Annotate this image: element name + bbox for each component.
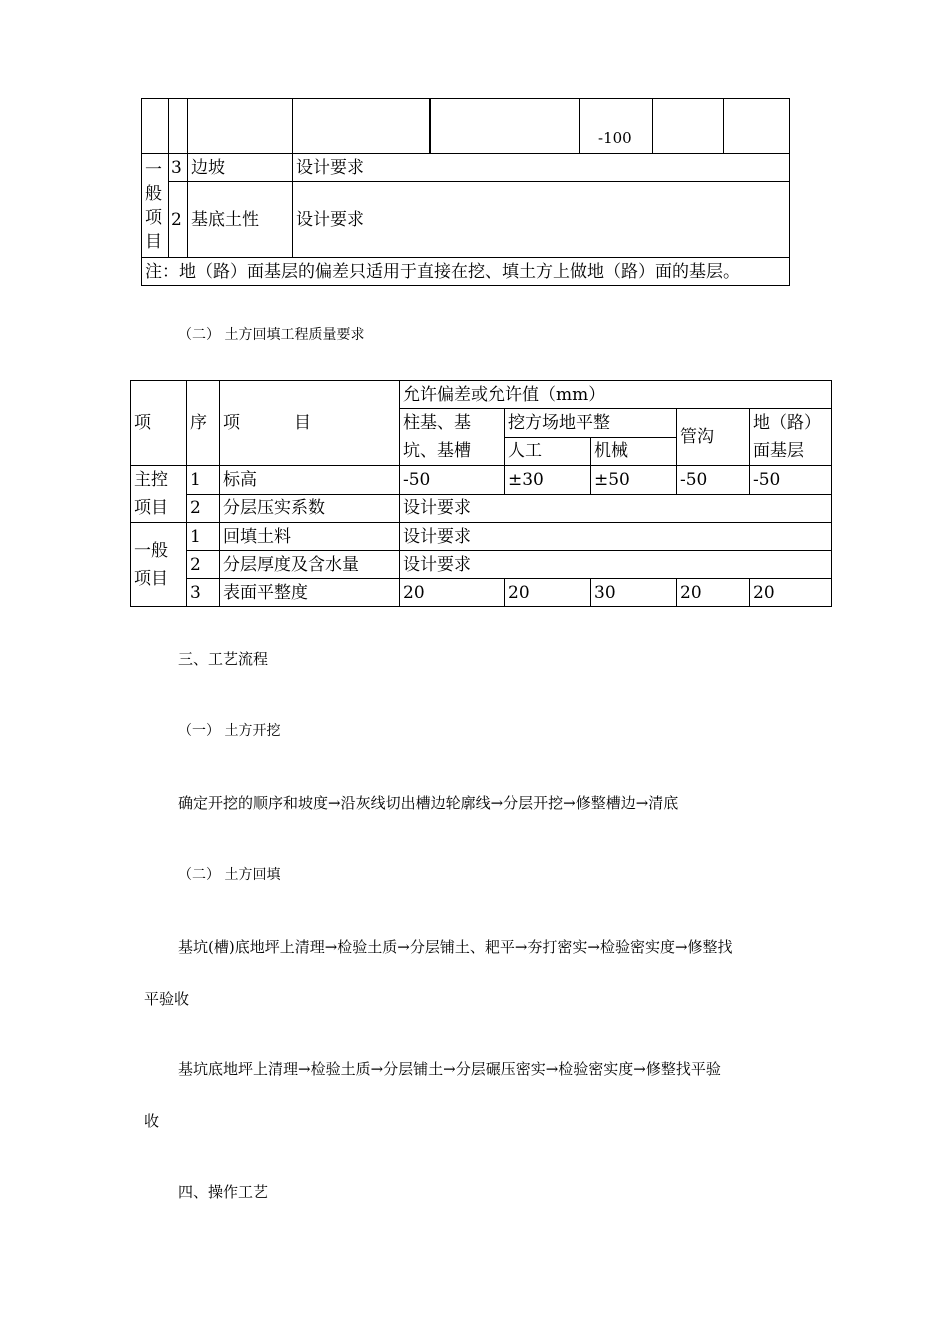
flow1-text: 确定开挖的顺序和坡度→沿灰线切出槽边轮廓线→分层开挖→修整槽边→清底 — [178, 794, 679, 812]
section4-title: 四、操作工艺 — [178, 1183, 269, 1201]
table2-pipe: 20 — [677, 579, 750, 607]
table1-seq: 3 — [169, 154, 188, 182]
table1-cell — [293, 99, 430, 154]
table2-header-seq: 序 — [187, 381, 220, 466]
table2-seq: 2 — [187, 494, 220, 523]
table1-req: 设计要求 — [293, 182, 790, 258]
table1-group-cell — [142, 154, 169, 258]
table2-machine: 30 — [591, 579, 677, 607]
table1-seq: 2 — [169, 182, 188, 258]
table2-seq: 3 — [187, 579, 220, 607]
flow2-text-line1: 基坑(槽)底地坪上清理→检验土质→分层铺土、耙平→夯打密实→检验密实度→修整找 — [178, 938, 733, 956]
quality-table-excavation — [141, 98, 790, 286]
table2-header-pipe: 管沟 — [677, 409, 750, 466]
table2-header-manual: 人工 — [505, 437, 591, 466]
table1-group-label: 一般项目 — [145, 159, 162, 252]
table2-header-pile: 柱基、基坑、基槽 — [400, 409, 505, 466]
table2-machine: ±50 — [591, 466, 677, 495]
table2-pile: -50 — [400, 466, 505, 495]
table2-header-machine: 机械 — [591, 437, 677, 466]
table2-item: 回填土料 — [220, 523, 400, 551]
table1-cell — [430, 99, 580, 154]
table1-value: -100 — [598, 129, 632, 147]
table1-note: 注：地（路）面基层的偏差只适用于直接在挖、填土方上做地（路）面的基层。 — [142, 258, 790, 286]
table1-value-cell — [580, 99, 653, 154]
table2-seq: 1 — [187, 523, 220, 551]
table2-header-site: 挖方场地平整 — [505, 409, 677, 438]
table2-manual: 20 — [505, 579, 591, 607]
table2-req: 设计要求 — [400, 523, 832, 551]
table2-seq: 2 — [187, 551, 220, 579]
table1-cell — [169, 99, 188, 154]
table2-header-allow: 允许偏差或允许值（mm） — [400, 381, 832, 409]
quality-table-backfill — [130, 380, 832, 607]
flow3-text-line1: 基坑底地坪上清理→检验土质→分层铺土→分层碾压密实→检验密实度→修整找平验 — [178, 1060, 721, 1078]
table2-pile: 20 — [400, 579, 505, 607]
table1-req: 设计要求 — [293, 154, 790, 182]
table2-group-general: 一般项目 — [131, 523, 187, 607]
table1-item: 边坡 — [188, 154, 293, 182]
sub2-title: （二） 土方回填 — [178, 867, 281, 883]
table2-item: 标高 — [220, 466, 400, 495]
table2-manual: ±30 — [505, 466, 591, 495]
table1-cell — [142, 99, 169, 154]
table1-cell — [724, 99, 790, 154]
table2-req: 设计要求 — [400, 551, 832, 579]
table1-cell — [653, 99, 724, 154]
table1-item: 基底土性 — [188, 182, 293, 258]
table2-group-main: 主控项目 — [131, 466, 187, 523]
flow3-text-line2: 收 — [144, 1112, 160, 1130]
table2-header-road: 地（路）面基层 — [750, 409, 832, 466]
table2-pipe: -50 — [677, 466, 750, 495]
sub1-title: （一） 土方开挖 — [178, 723, 281, 739]
table2-seq: 1 — [187, 466, 220, 495]
table2-header-type: 项 — [131, 381, 187, 466]
heading-backfill-quality: （二） 土方回填工程质量要求 — [178, 327, 365, 343]
section3-title: 三、工艺流程 — [178, 650, 269, 668]
table2-header-item: 项 目 — [220, 381, 400, 466]
table2-item: 分层厚度及含水量 — [220, 551, 400, 579]
table2-item: 分层压实系数 — [220, 494, 400, 523]
table2-item: 表面平整度 — [220, 579, 400, 607]
table2-road: 20 — [750, 579, 832, 607]
table2-req: 设计要求 — [400, 494, 832, 523]
table2-road: -50 — [750, 466, 832, 495]
table1-cell — [188, 99, 293, 154]
flow2-text-line2: 平验收 — [144, 990, 190, 1008]
